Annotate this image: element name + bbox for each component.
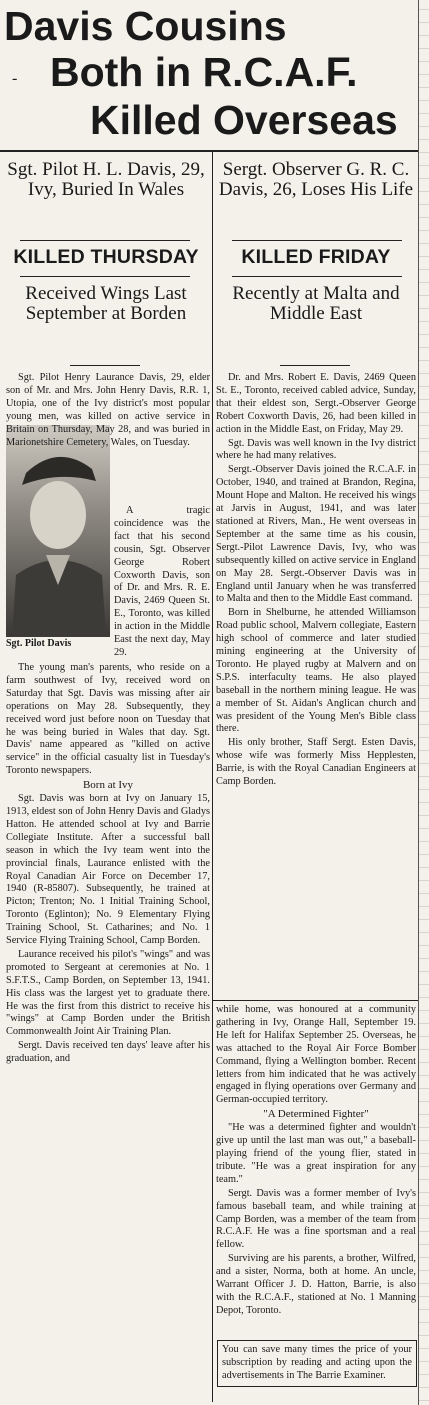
portrait-figure (6, 425, 110, 637)
left-kicker: KILLED THURSDAY (13, 246, 199, 268)
left-kicker-rule (20, 276, 190, 277)
cont-paragraph-3: Sergt. Davis was a former member of Ivy's famous baseball team, and while training at Camp Borden, was a member of the team from R.C.A.F. He was a fine sportsman and a real fellow. (216, 1187, 416, 1251)
right-paragraph-3: Sergt.-Observer Davis joined the R.C.A.F. in October, 1940, and trained at Brandon, Regina, Mount Hope and Malton. He received his wings at Jarvis in August, 1941, and was later stationed at Rivers, Man., He went overseas in September at the same time as his cousin, Sergt.-Pilot Lawrence Davis, Ivy, who was subsequently killed on active service in England on May 28. Sergt.-Observer Davis was in England until January when he was transferred to Malta and then to the Middle East command. (216, 464, 416, 605)
left-intro-text: Sgt. Pilot Henry Laurance Davis, 29, elder son of Mr. and Mrs. John Henry Davis, R.R. 1, Utopia, one of the Ivy district's most popular young men, was killed on active service in Britain on Thursday, May 28, and was buried in Marionetshire Cemetery, Wales, on Tuesday. (6, 372, 210, 448)
continuation-body (216, 1004, 416, 1319)
right-kicker: KILLED FRIDAY (241, 246, 391, 268)
column-divider (212, 152, 213, 1402)
right-kicker-rule (232, 276, 402, 277)
headline-line-2: Both in R.C.A.F. (50, 49, 358, 95)
left-deck: Sgt. Pilot H. L. Davis, 29, Ivy, Buried In Wales (7, 159, 205, 200)
right-subdeck-rule (280, 365, 350, 366)
cont-paragraph-2: "He was a determined fighter and wouldn't give up until the last man was out," a baseball-playing friend of the young flier, stated in tribute. "He was a great inspiration for any team." (216, 1122, 416, 1185)
left-intro (6, 372, 210, 450)
subscription-promo-box (217, 1340, 417, 1387)
left-paragraph-3: The young man's parents, who reside on a farm southwest of Ivy, received word on Saturday that Sgt. Davis was missing after air operations on May 28. Subsequently, they received word just before noon on Tuesday that he was being buried in Wales that day. Sgt. Davis' name appeared as "killed on active service" in the official casualty list in Tuesday's Toronto newspapers. (6, 662, 210, 777)
left-body (6, 662, 210, 1067)
headline-dash: - (12, 70, 18, 87)
right-paragraph-5: His only brother, Staff Sergt. Esten Davis, whose wife was formerly Miss Hepplesten, Barrie, is with the Royal Canadian Engineers at Camp Borden. (216, 737, 416, 788)
adjacent-column-edge (419, 0, 429, 1405)
left-paragraph-5: Laurance received his pilot's "wings" and was promoted to Sergeant at ceremonies at No. 1 S.F.T.S., Camp Borden, on September 13, 1941. His class was the largest yet to graduate there. He was the first from this district to receive his "wings" at Camp Borden under the British Commonwealth Joint Air Training Plan. (6, 948, 210, 1038)
headline-rule (0, 150, 419, 152)
left-subhead-born: Born at Ivy (82, 779, 134, 792)
right-subdeck: Recently at Malta and Middle East (232, 283, 400, 324)
left-beside-photo (114, 505, 210, 661)
cont-paragraph-1: while home, was honoured at a community gathering in Ivy, Orange Hall, September 19. He left for Halifax September 25. Overseas, he was attached to the Royal Air Force Bomber Command, flying a Wellington bomber. Recent letters from him indicated that he was actively engaged in flying operations over Germany and German-occupied territory. (216, 1004, 416, 1106)
headline-line-1: Davis Cousins (4, 3, 287, 49)
left-subdeck-rule (70, 365, 140, 366)
left-subdeck: Received Wings Last September at Borden (25, 283, 187, 324)
left-intro-top (6, 372, 210, 449)
left-paragraph-4: Sgt. Davis was born at Ivy on January 15, 1913, eldest son of John Henry Davis and Gladys Hatton. He attended school at Ivy and Barrie Collegiate Institute. After a successful ball season in which the Ivy team went into the provincial finals, Laurance enlisted with the Royal Canadian Air Force on December 17, 1940 (R-85807). Subsequently, he trained at Picton; Trenton; No. 1 Initial Training School, Toronto (Eglinton); No. 9 Elementary Flying Training School, St. Catharines; and No. 1 Service Flying Training School, Camp Borden. (6, 793, 210, 947)
continuation-rule (212, 1000, 418, 1001)
right-paragraph-1: Dr. and Mrs. Robert E. Davis, 2469 Queen St. E., Toronto, received cabled advice, Sunday, that their eldest son, Sergt.-Observer George Robert Coxworth Davis, 26, had been killed in action in the Middle East, on Friday, May 29. (216, 372, 416, 435)
right-deck-rule (232, 240, 402, 241)
right-paragraph-2: Sgt. Davis was well known in the Ivy district where he had many relatives. (216, 437, 416, 462)
left-paragraph-6: Sergt. Davis received ten days' leave after his graduation, and (6, 1040, 210, 1065)
right-body (216, 372, 416, 790)
right-deck: Sergt. Observer G. R. C. Davis, 26, Loses His Life (218, 159, 414, 200)
subscription-promo-text: You can save many times the price of your subscription by reading and acting upon the advertisements in The Barrie Examiner. (222, 1344, 412, 1381)
portrait-photo (6, 425, 110, 637)
cont-paragraph-4: Surviving are his parents, a brother, Wilfred, and a sister, Norma, both at home. An uncle, Warrant Officer J. D. Hatton, Barrie, is also with the R.C.A.F., stationed at No. 1 Manning Depot, Toronto. (216, 1253, 416, 1316)
cont-subhead-fighter: "A Determined Fighter" (263, 1108, 369, 1121)
photo-caption: Sgt. Pilot Davis (6, 638, 72, 649)
left-deck-rule (20, 240, 190, 241)
right-paragraph-4: Born in Shelburne, he attended Williamson Road public school, Malvern collegiate, Eastern high school of commerce and later studied mining engineering at the University of Toronto. He played rugby at Malvern and on S.P.S. interfaculty teams. He also played baseball in the northern mining league. He was a member of St. Aidan's Anglican church and was president of the Young Men's Bible class there. (216, 607, 416, 735)
headline-line-3: Killed Overseas (90, 97, 398, 143)
left-paragraph-2: A tragic coincidence was the fact that his second cousin, Sgt. Observer George Robert Coxworth Davis, son of Dr. and Mrs. R. E. Davis, 2469 Queen St. E., Toronto, was killed in action in the Middle East the next day, May 29. (114, 505, 210, 658)
